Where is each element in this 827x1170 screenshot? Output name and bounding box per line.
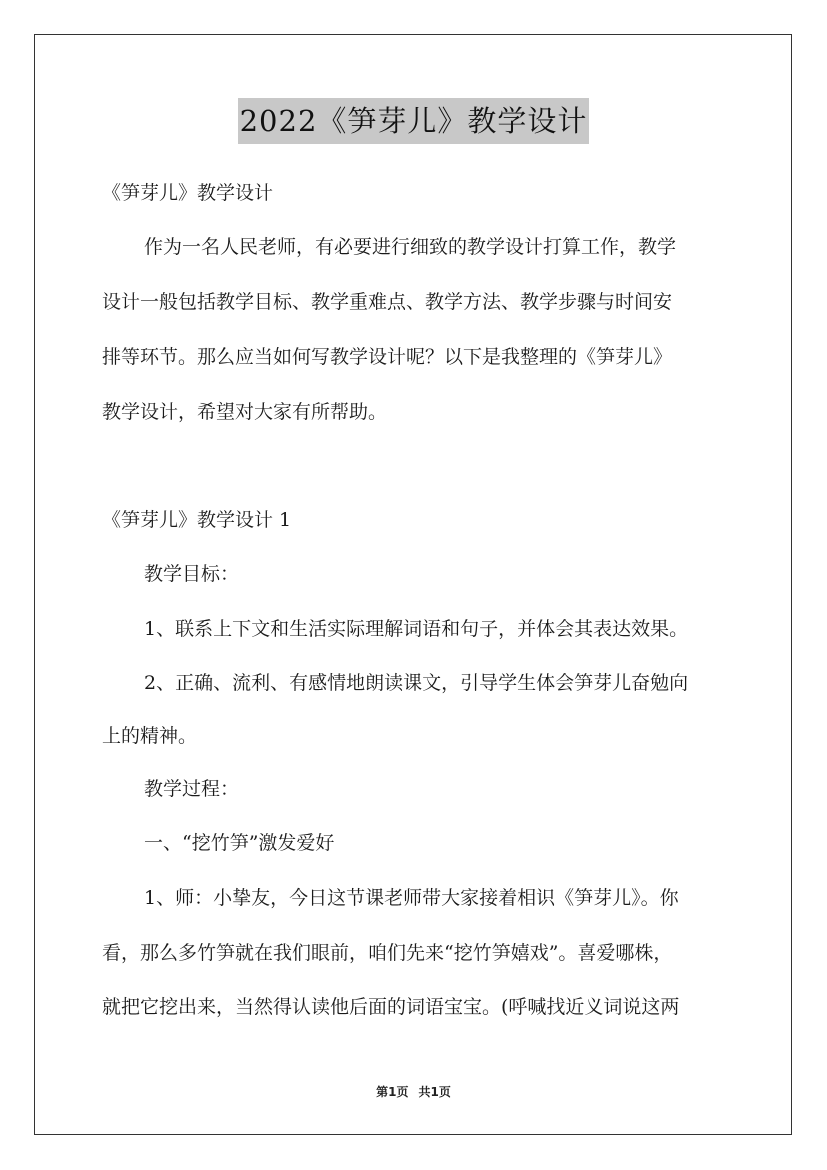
paragraph-line: 一、“挖竹笋”激发爱好: [144, 832, 335, 854]
page-number: 第1页: [376, 1085, 409, 1099]
paragraph-line: 1、师：小挚友，今日这节课老师带大家接着相识《笋芽儿》。你: [144, 887, 679, 909]
paragraph-line: 作为一名人民老师，有必要进行细致的教学设计打算工作，教学: [144, 236, 677, 258]
paragraph-line: 教学目标：: [144, 563, 240, 585]
paragraph-line: 就把它挖出来，当然得认读他后面的词语宝宝。(呼喊找近义词说这两: [102, 996, 680, 1018]
paragraph-line: 设计一般包括教学目标、教学重难点、教学方法、教学步骤与时间安: [102, 291, 673, 313]
title-container: [0, 98, 827, 144]
paragraph-line: 1、联系上下文和生活实际理解词语和句子，并体会其表达效果。: [144, 618, 689, 640]
paragraph-line: 教学设计，希望对大家有所帮助。: [102, 401, 388, 423]
page-total: 共1页: [418, 1085, 451, 1099]
section-heading: 《笋芽儿》教学设计 1: [102, 509, 292, 531]
document-title: 2022《笋芽儿》教学设计: [238, 98, 590, 144]
section-heading: 《笋芽儿》教学设计: [102, 182, 274, 204]
paragraph-line: 排等环节。那么应当如何写教学设计呢？以下是我整理的《笋芽儿》: [102, 346, 673, 368]
paragraph-line: 2、正确、流利、有感情地朗读课文，引导学生体会笋芽儿奋勉向: [144, 672, 689, 694]
page-footer: [0, 1083, 827, 1100]
paragraph-line: 上的精神。: [102, 725, 198, 747]
paragraph-line: 看，那么多竹笋就在我们眼前，咱们先来“挖竹笋嬉戏”。喜爱哪株，: [102, 942, 673, 964]
paragraph-line: 教学过程：: [144, 778, 240, 800]
